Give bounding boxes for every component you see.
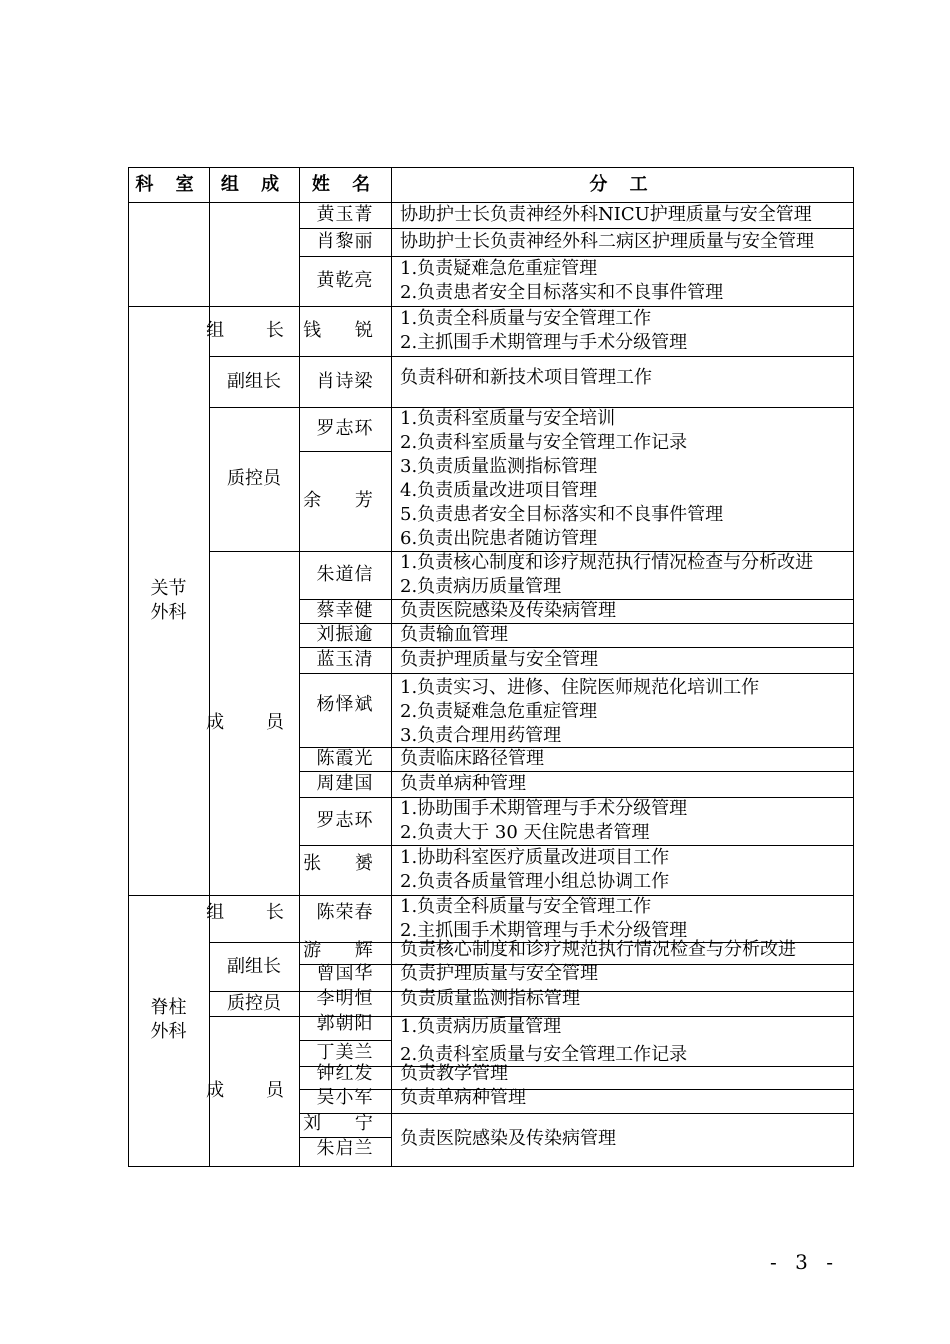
member-name: 陈霞光 bbox=[316, 748, 374, 769]
member-name: 朱道信 bbox=[316, 564, 374, 585]
duty-line: 2.负责科室质量与安全管理工作记录 bbox=[400, 432, 688, 453]
member-duty bbox=[391, 845, 854, 895]
group-qc: 质控员 bbox=[227, 993, 281, 1014]
duty-line: 3.负责质量监测指标管理 bbox=[400, 456, 598, 477]
member-name: 刘 宁 bbox=[303, 1113, 387, 1134]
member-duty bbox=[391, 647, 854, 673]
duty-line: 2.负责各质量管理小组总协调工作 bbox=[400, 871, 670, 892]
duty-line: 2.负责大于 30 天住院患者管理 bbox=[400, 822, 650, 843]
dept-joint-surgery bbox=[128, 306, 209, 895]
member-duty bbox=[391, 797, 854, 845]
responsibility-table bbox=[128, 167, 854, 1167]
member-duty bbox=[391, 1016, 854, 1066]
duty-line: 2.负责病历质量管理 bbox=[400, 576, 562, 597]
duty-line: 2.负责科室质量与安全管理工作记录 bbox=[400, 1044, 688, 1065]
member-name: 钟红发 bbox=[316, 1063, 374, 1084]
qc-duty bbox=[391, 989, 854, 1009]
qc-duty bbox=[391, 407, 854, 551]
member-duty bbox=[391, 1088, 854, 1108]
member-name: 郭朝阳 bbox=[316, 1013, 374, 1034]
member-name: 朱启兰 bbox=[316, 1138, 374, 1159]
duty-line: 1.负责病历质量管理 bbox=[400, 1016, 562, 1037]
member-name: 张 赟 bbox=[303, 853, 387, 874]
qc-name: 李明恒 bbox=[316, 988, 374, 1009]
member-duty bbox=[391, 747, 854, 771]
duty-line: 负责临床路径管理 bbox=[400, 748, 544, 769]
duty-line: 1.负责科室质量与安全培训 bbox=[400, 408, 616, 429]
duty-line: 协助护士长负责神经外科二病区护理质量与安全管理 bbox=[400, 231, 814, 252]
member-duty bbox=[391, 202, 854, 228]
duty-line: 2.负责疑难急危重症管理 bbox=[400, 701, 598, 722]
deputy-name: 游 辉 bbox=[303, 940, 387, 961]
duty-line: 2.主抓围手术期管理与手术分级管理 bbox=[400, 920, 688, 941]
member-name: 丁美兰 bbox=[316, 1042, 374, 1063]
dept-line: 外科 bbox=[150, 601, 187, 623]
member-duty bbox=[391, 1113, 854, 1165]
member-name: 罗志环 bbox=[316, 810, 374, 831]
dept-line: 脊柱 bbox=[150, 997, 187, 1018]
duty-line: 负责科研和新技术项目管理工作 bbox=[400, 366, 652, 388]
duty-line: 1.负责全科质量与安全管理工作 bbox=[400, 896, 652, 917]
header-duty: 分 工 bbox=[589, 173, 656, 195]
page-number: - 3 - bbox=[770, 1250, 839, 1274]
group-leader: 组 长 bbox=[206, 902, 302, 923]
duty-line: 1.负责核心制度和诊疗规范执行情况检查与分析改进 bbox=[400, 552, 814, 573]
member-name: 黄乾亮 bbox=[316, 270, 374, 291]
deputy-name: 曾国华 bbox=[316, 963, 374, 984]
group-members: 成 员 bbox=[206, 712, 302, 733]
deputy-name: 肖诗梁 bbox=[316, 370, 374, 392]
member-name: 蔡幸健 bbox=[316, 600, 374, 621]
duty-line: 1.负责疑难急危重症管理 bbox=[400, 258, 598, 279]
group-leader: 组 长 bbox=[206, 320, 302, 341]
leader-duty bbox=[391, 895, 854, 943]
member-name: 黄玉菁 bbox=[316, 204, 374, 225]
member-duty bbox=[391, 771, 854, 797]
duty-line: 1.协助围手术期管理与手术分级管理 bbox=[400, 798, 688, 819]
member-duty bbox=[391, 1064, 854, 1084]
duty-line: 1.负责全科质量与安全管理工作 bbox=[400, 308, 652, 329]
member-duty bbox=[391, 256, 854, 306]
duty-line: 负责单病种管理 bbox=[400, 1087, 526, 1108]
group-deputy: 副组长 bbox=[227, 370, 281, 392]
group-members: 成 员 bbox=[206, 1080, 302, 1101]
duty-line: 负责教学管理 bbox=[400, 1063, 508, 1084]
duty-line: 6.负责出院患者随访管理 bbox=[400, 528, 598, 549]
dept-spine-surgery bbox=[128, 895, 209, 1145]
leader-name: 钱 锐 bbox=[303, 320, 387, 341]
group-qc: 质控员 bbox=[227, 468, 281, 489]
header-group: 组 成 bbox=[220, 173, 288, 195]
duty-line: 负责医院感染及传染病管理 bbox=[400, 1128, 616, 1149]
header-name: 姓 名 bbox=[311, 173, 379, 195]
leader-name: 陈荣春 bbox=[316, 902, 374, 923]
deputy-duty bbox=[391, 964, 854, 984]
member-name: 刘振逾 bbox=[316, 624, 374, 645]
member-duty bbox=[391, 228, 854, 256]
duty-line: 4.负责质量改进项目管理 bbox=[400, 480, 598, 501]
header-dept: 科 室 bbox=[135, 173, 202, 195]
leader-duty bbox=[391, 306, 854, 356]
member-duty bbox=[391, 551, 854, 599]
member-name: 杨怿斌 bbox=[316, 694, 374, 715]
duty-line: 负责单病种管理 bbox=[400, 773, 526, 794]
member-name: 肖黎丽 bbox=[316, 231, 374, 252]
duty-line: 负责医院感染及传染病管理 bbox=[400, 600, 616, 621]
member-duty bbox=[391, 599, 854, 623]
member-name: 吴小军 bbox=[316, 1087, 374, 1108]
duty-line: 负责护理质量与安全管理 bbox=[400, 649, 598, 670]
deputy-duty bbox=[391, 940, 854, 960]
duty-line: 5.负责患者安全目标落实和不良事件管理 bbox=[400, 504, 724, 525]
member-name: 周建国 bbox=[316, 773, 374, 794]
duty-line: 负责护理质量与安全管理 bbox=[400, 963, 598, 984]
member-duty bbox=[391, 623, 854, 647]
duty-line: 2.负责患者安全目标落实和不良事件管理 bbox=[400, 282, 724, 303]
duty-line: 负责质量监测指标管理 bbox=[400, 988, 580, 1009]
member-name: 蓝玉清 bbox=[316, 649, 374, 670]
duty-line: 协助护士长负责神经外科NICU护理质量与安全管理 bbox=[400, 204, 812, 225]
duty-line: 3.负责合理用药管理 bbox=[400, 725, 562, 746]
group-deputy: 副组长 bbox=[227, 955, 281, 977]
qc-name: 罗志环 bbox=[316, 418, 374, 439]
deputy-duty bbox=[391, 356, 854, 399]
duty-line: 负责核心制度和诊疗规范执行情况检查与分析改进 bbox=[400, 939, 796, 960]
duty-line: 1.协助科室医疗质量改进项目工作 bbox=[400, 847, 670, 868]
dept-line: 关节 bbox=[150, 577, 187, 599]
member-duty bbox=[391, 673, 854, 749]
dept-line: 外科 bbox=[150, 1021, 187, 1042]
duty-line: 负责输血管理 bbox=[400, 624, 508, 645]
duty-line: 1.负责实习、进修、住院医师规范化培训工作 bbox=[400, 677, 760, 698]
duty-line: 2.主抓围手术期管理与手术分级管理 bbox=[400, 332, 688, 353]
qc-name: 余 芳 bbox=[303, 490, 387, 511]
